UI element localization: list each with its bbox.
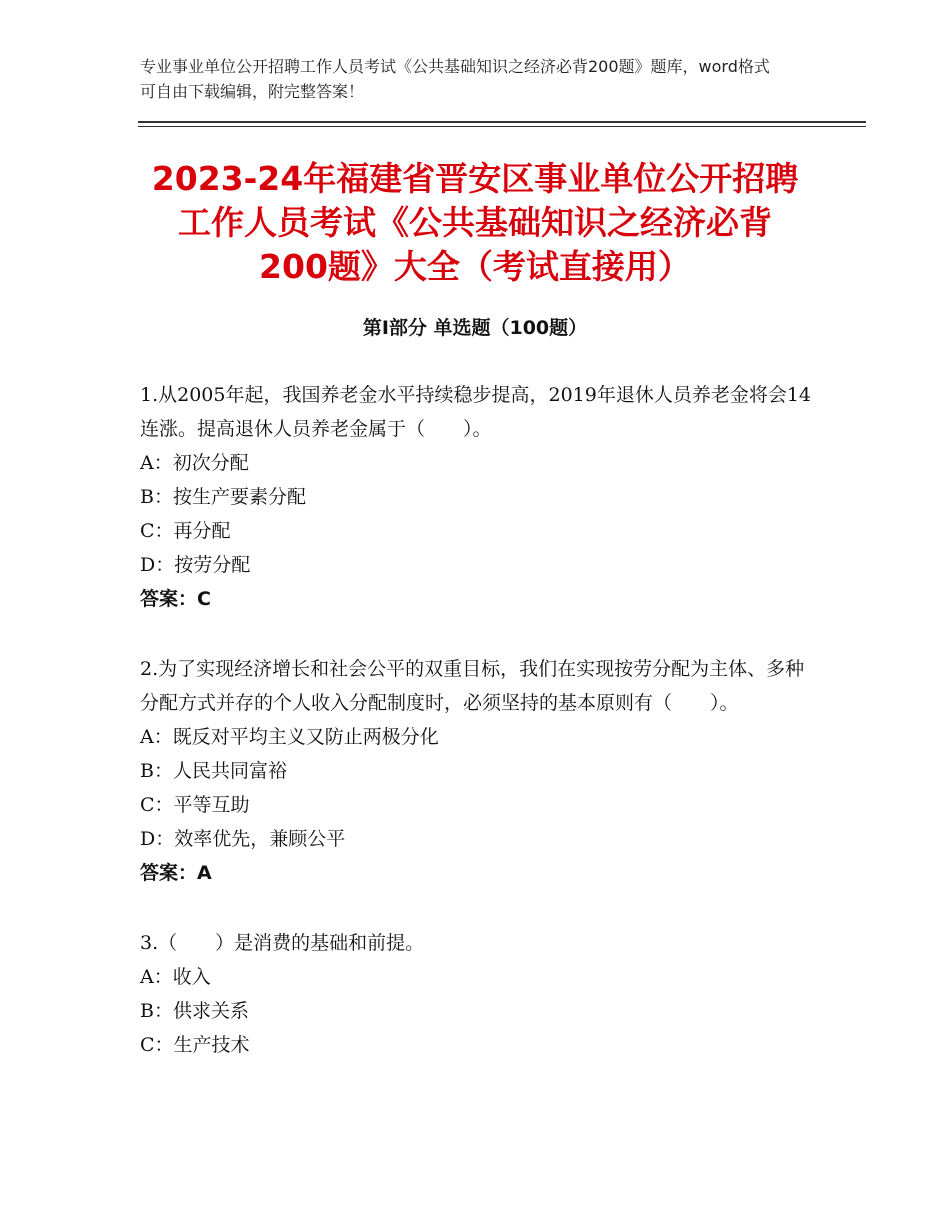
option-c: C：平等互助: [140, 794, 250, 816]
option-a: A：初次分配: [140, 452, 249, 474]
question-list: [140, 378, 820, 1062]
title-line-2: 工作人员考试《公共基础知识之经济必背: [178, 203, 772, 242]
answer: 答案：A: [140, 862, 212, 884]
option-b: B：供求关系: [140, 1000, 249, 1022]
document-title: [120, 157, 830, 289]
question-stem: 3.（ ）是消费的基础和前提。: [140, 932, 425, 954]
header-rule-thick: [138, 121, 866, 123]
answer: 答案：C: [140, 588, 211, 610]
option-a: A：既反对平均主义又防止两极分化: [140, 726, 439, 748]
option-c: C：再分配: [140, 520, 231, 542]
option-c: C：生产技术: [140, 1034, 250, 1056]
option-a: A：收入: [140, 966, 211, 988]
question-stem: 2.为了实现经济增长和社会公平的双重目标，我们在实现按劳分配为主体、多种分配方式并存的个人收入分配制度时，必须坚持的基本原则有（ ）。: [140, 658, 805, 714]
header-note: 专业事业单位公开招聘工作人员考试《公共基础知识之经济必背200题》题库，word格式可自由下载编辑，附完整答案！: [140, 57, 770, 101]
option-b: B：人民共同富裕: [140, 760, 287, 782]
option-d: D：按劳分配: [140, 554, 251, 576]
question-stem: 1.从2005年起，我国养老金水平持续稳步提高，2019年退休人员养老金将会14连涨。提高退休人员养老金属于（ ）。: [140, 384, 812, 440]
header-rule-thin: [138, 126, 866, 127]
section-title: 第Ⅰ部分 单选题（100题）: [362, 317, 588, 339]
option-d: D：效率优先，兼顾公平: [140, 828, 346, 850]
option-b: B：按生产要素分配: [140, 486, 306, 508]
question-3: [140, 926, 820, 1062]
question-2: [140, 652, 820, 890]
question-1: [140, 378, 820, 616]
title-line-3: 200题》大全（考试直接用）: [259, 247, 691, 286]
title-line-1: 2023-24年福建省晋安区事业单位公开招聘: [151, 159, 799, 198]
